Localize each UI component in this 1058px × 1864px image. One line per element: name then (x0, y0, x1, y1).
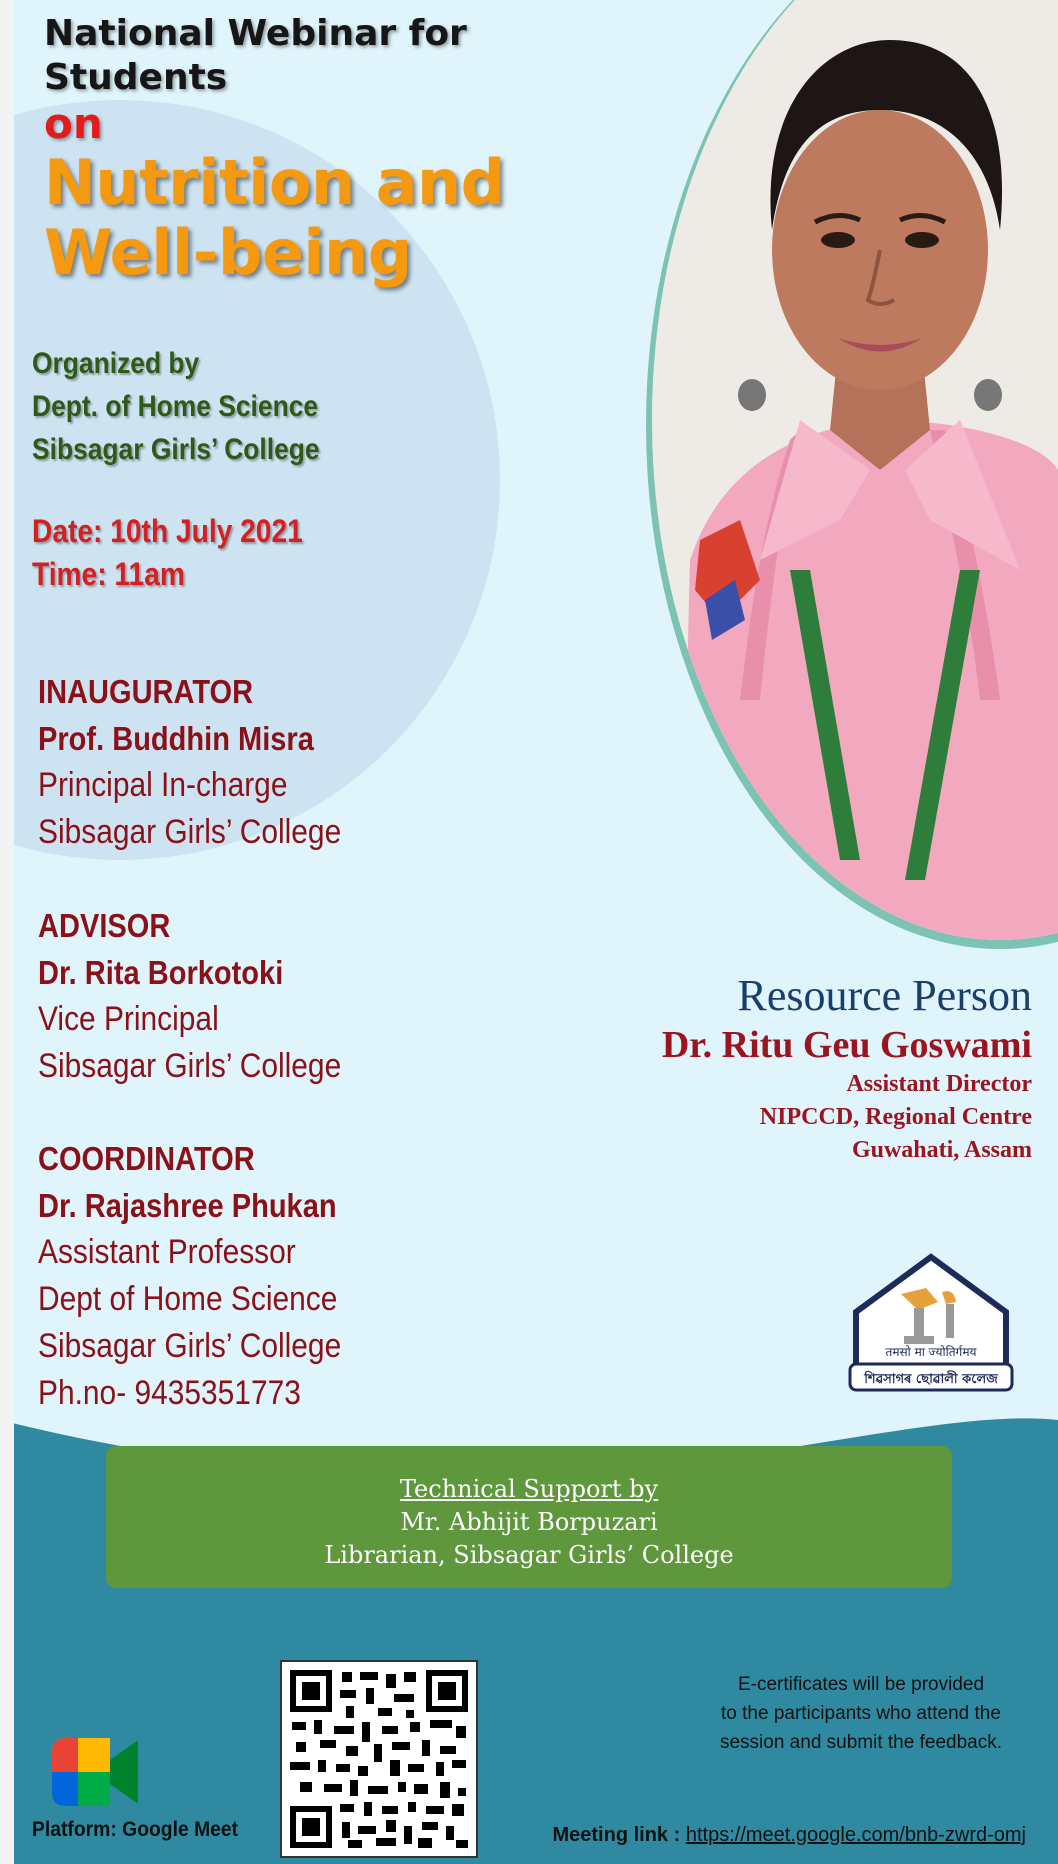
inaugurator-line: Sibsagar Girls’ College (38, 813, 342, 851)
meeting-link[interactable]: https://meet.google.com/bnb-zwrd-omj (685, 1824, 1026, 1846)
qr-code-pattern (290, 1670, 468, 1848)
title-on: on (44, 99, 103, 148)
title-line-1: National Webinar for (44, 13, 467, 54)
advisor-name: Dr. Rita Borkotoki (38, 954, 284, 991)
ecertificate-line: session and submit the feedback. (719, 1732, 1002, 1753)
coordinator-name: Dr. Rajashree Phukan (38, 1187, 337, 1224)
inaugurator-block (38, 668, 383, 856)
ecertificate-note (696, 1670, 1026, 1757)
resource-person-line: Guwahati, Assam (851, 1137, 1032, 1163)
technical-support-box (106, 1446, 952, 1588)
meeting-link-row (552, 1824, 1026, 1847)
organizer-block (32, 342, 359, 471)
resource-person-name: Dr. Ritu Geu Goswami (661, 1024, 1032, 1066)
ecertificate-line: to the participants who attend the (721, 1703, 1001, 1724)
coordinator-block (38, 1135, 383, 1417)
resource-person-line: Assistant Director (846, 1071, 1032, 1097)
emblem-motto: तमसो मा ज्योतिर्गमय (885, 1345, 977, 1359)
coordinator-line: Dept of Home Science (38, 1280, 338, 1318)
technical-support-designation: Librarian, Sibsagar Girls’ College (324, 1541, 734, 1569)
advisor-block (38, 902, 383, 1090)
title-main-2: Well-being (44, 216, 412, 289)
inaugurator-role: INAUGURATOR (38, 673, 254, 710)
coordinator-line: Sibsagar Girls’ College (38, 1327, 342, 1365)
inaugurator-name: Prof. Buddhin Misra (38, 720, 314, 757)
inaugurator-line: Principal In-charge (38, 766, 288, 804)
coordinator-line: Assistant Professor (38, 1233, 296, 1271)
organized-line-3: Sibsagar Girls’ College (32, 433, 320, 466)
advisor-line: Vice Principal (38, 1000, 219, 1038)
meeting-qr-code[interactable] (280, 1660, 478, 1858)
resource-person-block (662, 970, 1032, 1167)
google-meet-icon (48, 1732, 144, 1812)
ecertificate-line: E-certificates will be provided (737, 1674, 985, 1695)
technical-support-name: Mr. Abhijit Borpuzari (400, 1508, 658, 1536)
webinar-title (44, 12, 584, 288)
organized-line-2: Dept. of Home Science (32, 390, 319, 423)
title-line-2: Students (44, 57, 228, 98)
advisor-role: ADVISOR (38, 907, 171, 944)
meeting-link-label: Meeting link : (552, 1824, 681, 1846)
technical-support-heading: Technical Support by (399, 1475, 659, 1503)
resource-person-line: NIPCCD, Regional Centre (759, 1104, 1032, 1130)
title-main-1: Nutrition and (44, 146, 505, 219)
coordinator-role: COORDINATOR (38, 1140, 255, 1177)
resource-person-heading: Resource Person (737, 971, 1032, 1020)
emblem-college-name: শিৱসাগৰ ছোৱালী কলেজ (864, 1372, 998, 1387)
organized-line-1: Organized by (32, 347, 200, 380)
event-time: Time: 11am (32, 556, 185, 592)
event-date: Date: 10th July 2021 (32, 513, 303, 549)
platform-label: Platform: Google Meet (32, 1818, 239, 1841)
schedule-block (32, 510, 340, 596)
coordinator-phone: Ph.no- 9435351773 (38, 1374, 301, 1412)
advisor-line: Sibsagar Girls’ College (38, 1047, 342, 1085)
college-emblem (846, 1252, 1016, 1402)
